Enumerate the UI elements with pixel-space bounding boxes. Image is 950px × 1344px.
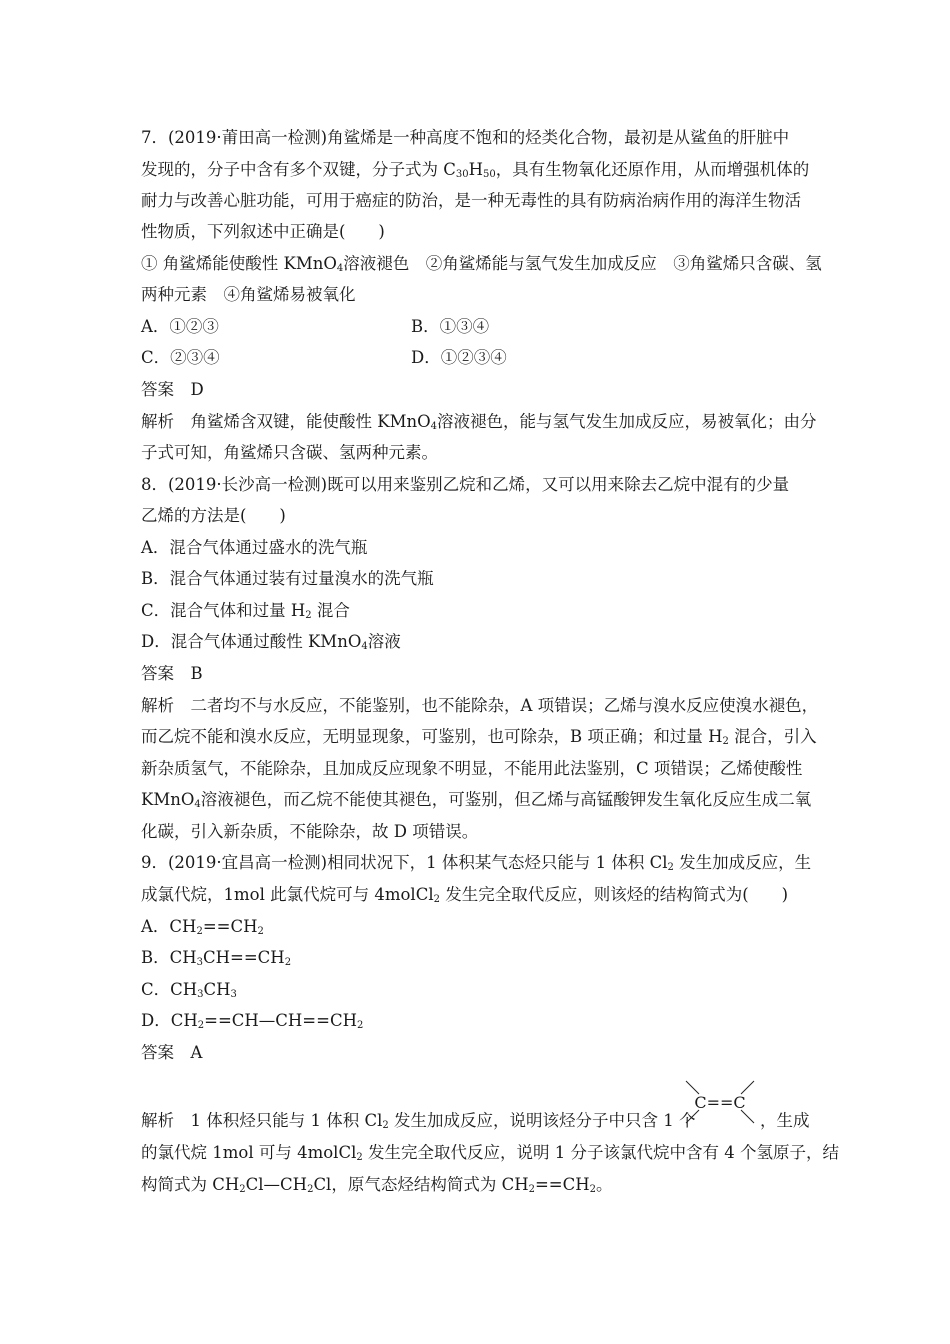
q9-analysis-line-1: 解析 1 体积烃只能与 1 体积 $Cl_2$ 发生加成反应，说明该烃分子中只含 1 个 xyxy=(141,1111,696,1131)
q7-option-c: C．②③④ xyxy=(141,348,220,367)
q7-stem-line-3: 耐力与改善心脏功能，可用于癌症的防治，是一种无毒性的具有防病治病作用的海洋生物活 xyxy=(141,191,801,210)
q9-stem-line-1: 9．(2019·宜昌高一检测)相同状况下，1 体积某气态烃只能与 1 体积 $Cl_2$ 发生加成反应，生 xyxy=(141,853,812,873)
q7-option-a: A．①②③ xyxy=(141,317,219,336)
q7-stem-line-4: 性物质，下列叙述中正确是( ) xyxy=(141,222,385,241)
q7-statements-line-2: 两种元素 ④角鲨烯易被氧化 xyxy=(141,285,356,304)
q7-option-b: B．①③④ xyxy=(411,317,490,336)
q9-analysis-line-1-tail: ，生成 xyxy=(760,1111,810,1130)
double-bond-text: C==C xyxy=(694,1093,746,1112)
double-bond-structure xyxy=(682,1077,758,1127)
q8-stem-line-2: 乙烯的方法是( ) xyxy=(141,506,286,525)
q7-analysis-line-1: 解析 角鲨烯含双键，能使酸性 KMnO$_4$溶液褪色，能与氢气发生加成反应，易被氧化；由分 xyxy=(141,412,817,432)
q7-analysis-line-2: 子式可知，角鲨烯只含碳、氢两种元素。 xyxy=(141,443,438,462)
q9-analysis-line-2: 的氯代烷 1mol 可与 4molCl$_2$ 发生完全取代反应，说明 1 分子该氯代烷中含有 4 个氢原子，结 xyxy=(141,1143,839,1163)
q9-option-a: A．$CH_2==CH_2$ xyxy=(141,917,264,937)
q9-answer: 答案 A xyxy=(141,1043,203,1062)
q8-option-c: C．混合气体和过量 $H_2$ 混合 xyxy=(141,601,350,621)
q7-answer: 答案 D xyxy=(141,380,204,399)
q8-analysis-line-5: 化碳，引入新杂质，不能除杂，故 D 项错误。 xyxy=(141,822,479,841)
q9-option-b: B．$CH_3CH==CH_2$ xyxy=(141,948,292,968)
q7-stem-line-1: 7．(2019·莆田高一检测)角鲨烯是一种高度不饱和的烃类化合物，最初是从鲨鱼的肝脏中 xyxy=(141,128,790,147)
q9-analysis-line-3: 构简式为 $CH_2Cl—CH_2Cl$，原气态烃结构简式为 $CH_2==CH_2$。 xyxy=(141,1175,613,1195)
q9-option-c: C．$CH_3CH_3$ xyxy=(141,980,237,1000)
q8-analysis-line-4: KMnO$_4$溶液褪色，而乙烷不能使其褪色，可鉴别，但乙烯与高锰酸钾发生氧化反应生成二氧 xyxy=(141,790,812,810)
q7-statements-line-1: ① 角鲨烯能使酸性 KMnO$_4$溶液褪色 ②角鲨烯能与氢气发生加成反应 ③角鲨烯只含碳、氢 xyxy=(141,254,822,274)
q9-stem-line-2: 成氯代烷，1mol 此氯代烷可与 4molCl$_2$ 发生完全取代反应，则该烃的结构简式为( ) xyxy=(141,885,789,905)
q8-analysis-line-1: 解析 二者均不与水反应，不能鉴别，也不能除杂，A 项错误；乙烯与溴水反应使溴水褪色， xyxy=(141,696,819,715)
q8-analysis-line-3: 新杂质氢气，不能除杂，且加成反应现象不明显，不能用此法鉴别，C 项错误；乙烯使酸性 xyxy=(141,759,803,778)
q7-stem-line-2: 发现的，分子中含有多个双键，分子式为 $C_{30}H_{50}$，具有生物氧化还原作用，从而增强机体的 xyxy=(141,160,810,180)
q7-option-d: D．①②③④ xyxy=(411,348,507,367)
q8-stem-line-1: 8．(2019·长沙高一检测)既可以用来鉴别乙烷和乙烯，又可以用来除去乙烷中混有的少量 xyxy=(141,475,790,494)
q8-option-b: B．混合气体通过装有过量溴水的洗气瓶 xyxy=(141,569,434,588)
q9-option-d: D．$CH_2==CH—CH==CH_2$ xyxy=(141,1011,364,1031)
q8-option-d: D．混合气体通过酸性 KMnO$_4$溶液 xyxy=(141,632,401,652)
q8-option-a: A．混合气体通过盛水的洗气瓶 xyxy=(141,538,368,557)
q8-analysis-line-2: 而乙烷不能和溴水反应，无明显现象，可鉴别，也可除杂，B 项正确；和过量 $H_2$ 混合，引入 xyxy=(141,727,817,747)
q8-answer: 答案 B xyxy=(141,664,203,683)
